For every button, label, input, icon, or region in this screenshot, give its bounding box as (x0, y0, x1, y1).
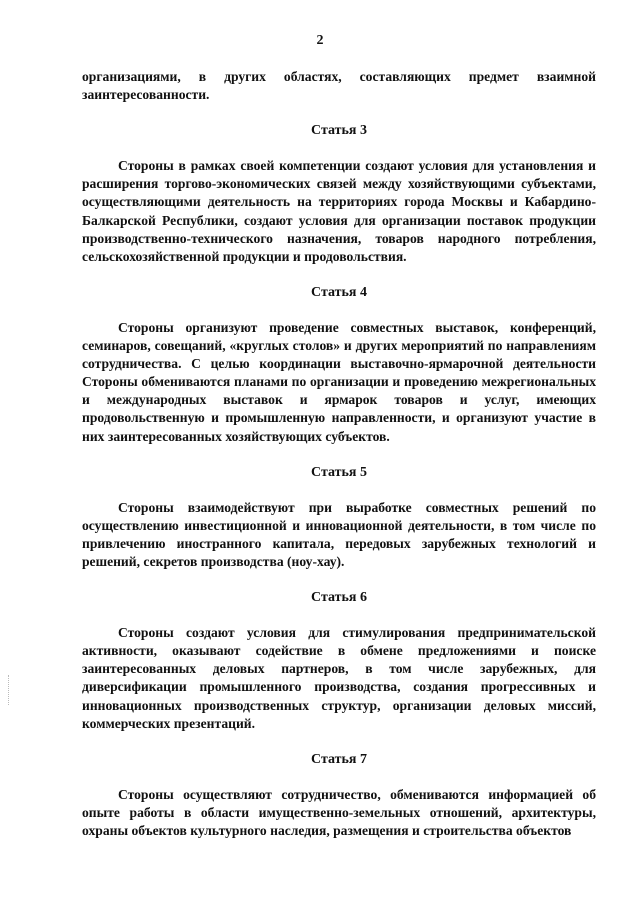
article-title: Статья 5 (311, 464, 367, 480)
article-title: Статья 6 (311, 590, 367, 606)
article-5 (82, 464, 596, 571)
article-3 (82, 122, 596, 266)
article-title: Статья 4 (311, 284, 367, 300)
intro-paragraph: организациями, в других областях, составляющих предмет взаимной заинтересованности. (82, 69, 596, 103)
article-title: Статья 3 (311, 123, 367, 139)
article-text: Стороны взаимодействуют при выработке совместных решений по осуществлению инвестиционной и инновационной деятельности, в том числе по привлечению иностранного капитала, передовых зарубежных технологий и решений, секретов производства (ноу-хау). (82, 499, 596, 569)
article-text: Стороны осуществляют сотрудничество, обмениваются информацией об опыте работы в области имущественно-земельных отношений, архитектуры, охраны объектов культурного наследия, размещения и строительства объектов (82, 786, 596, 838)
article-7 (82, 751, 596, 840)
article-6 (82, 589, 596, 733)
article-text: Стороны создают условия для стимулирования предпринимательской активности, оказывают содействие в обмене предложениями и поиске заинтересованных деловых партнеров, в том числе зарубежных, для диверсификации промышленного производства, создания прогрессивных и инновационных производственных структур, организации деловых миссий, коммерческих презентаций. (82, 625, 596, 731)
scan-margin-mark (8, 675, 10, 705)
article-text: Стороны организуют проведение совместных выставок, конференций, семинаров, совещаний, «круглых столов» и других мероприятий по направлениям сотрудничества. С целью координации выставочно-ярмарочной деятельности Стороны обмениваются планами по организации и проведению межрегиональных и международных выставок и ярмарок товаров и услуг, имеющих продовольственную и промышленную направленности, и организуют участие в них заинтересованных хозяйствующих субъектов. (82, 319, 596, 444)
article-text: Стороны в рамках своей компетенции создают условия для установления и расширения торгово-экономических связей между хозяйствующими субъектами, осуществляющими деятельность на территориях города Москвы и Кабардино-Балкарской Республики, создают условия для организации поставок продукции производственно-технического назначения, товаров народного потребления, сельскохозяйственной продукции и продовольствия. (82, 158, 596, 264)
page-number: 2 (316, 33, 324, 48)
article-4 (82, 284, 596, 446)
document-body (82, 68, 596, 840)
article-title: Статья 7 (311, 751, 367, 767)
